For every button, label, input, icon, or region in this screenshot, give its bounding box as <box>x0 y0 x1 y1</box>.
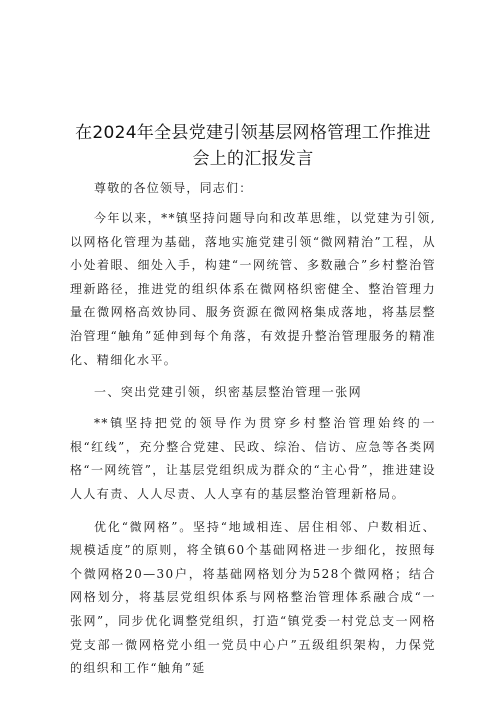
paragraph-intro: 今年以来，**镇坚持问题导向和改革思维，以党建为引领,以网格化管理为基础，落地实施党建引领“微网精治”工程，从小处着眼、细处入手，构建“一网统管、多数融合”乡村整治管理新路径，推进党的组织体系在微网格织密健全、整治管理力量在微网格高效协同、服务资源在微网格集成落地，将基层整治管理“触角”延伸到每个角落，有效提升整治管理服务的精准化、精细化水平。 <box>70 211 436 367</box>
paragraph-micro-grid: 优化“微网格”。坚持“地域相连、居住相邻、户数相近、规模适度”的原则，将全镇60个基础网格进一步细化，按照每个微网格20—30户，将基础网格划分为528个微网格；结合网格划分，将基层党组织体系与网格整治管理体系融合成“一张网”，同步优化调整党组织，打造“镇党委一村党总支一网格党支部一微网格党小组一党员中心户”五级组织架构，力保党的组织和工作“触角”延 <box>70 519 436 676</box>
title-line-2: 会上的汇报发言 <box>192 149 314 169</box>
title-line-1: 在2024年全县党建引领基层网格管理工作推进 <box>75 123 431 143</box>
paragraph-section-1: **镇坚持把党的领导作为贯穿乡村整治管理始终的一根“红线”，充分整合党建、民政、综治、信访、应急等各类网格“一网统管”，让基层党组织成为群众的“主心骨”，推进建设人人有责、人人尽责、人人享有的基层整治管理新格局。 <box>70 416 436 501</box>
document-title <box>70 120 436 172</box>
salutation: 尊敬的各位领导，同志们： <box>94 181 253 195</box>
section-heading-1: 一、突出党建引领，织密基层整治管理一张网 <box>94 385 363 400</box>
